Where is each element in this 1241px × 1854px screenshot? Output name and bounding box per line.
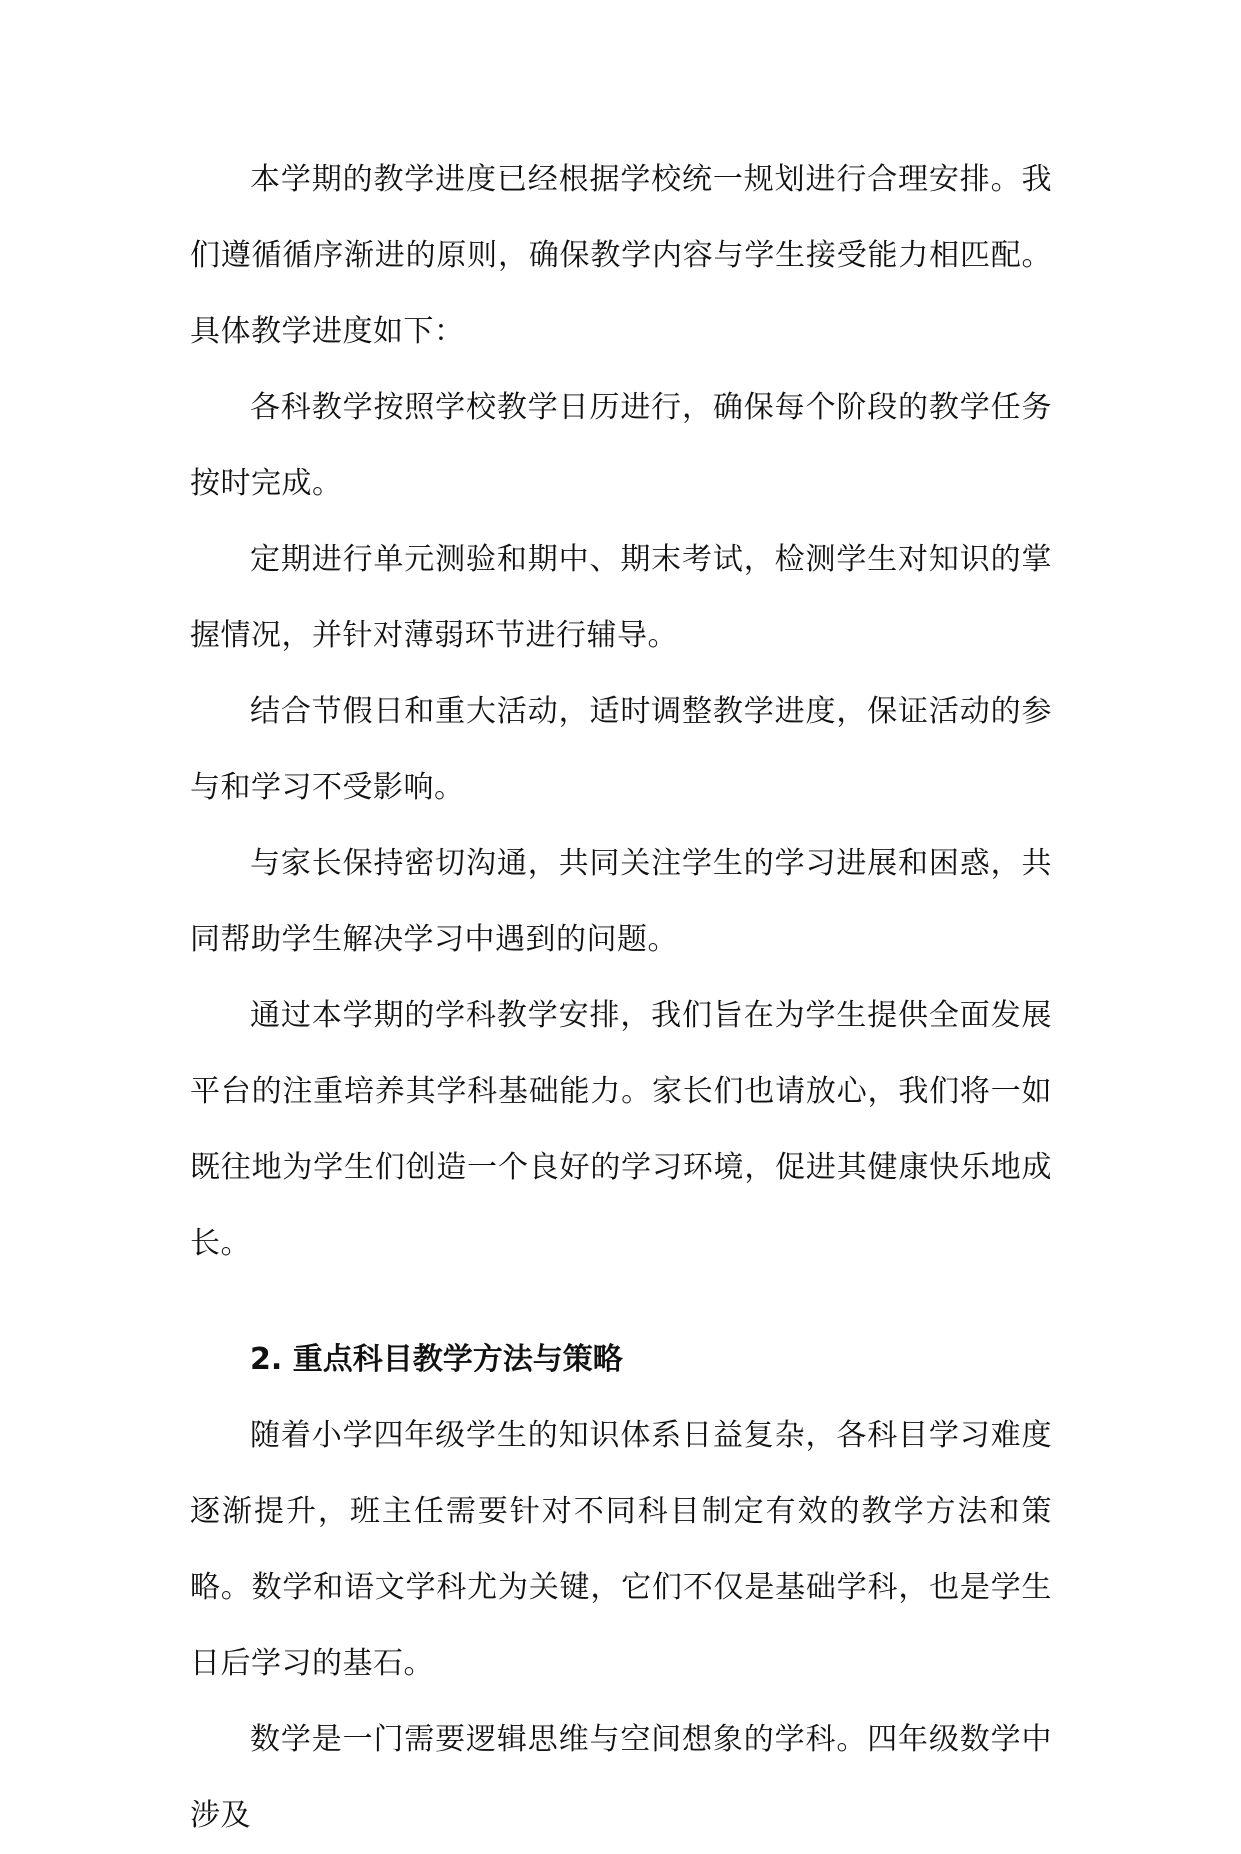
paragraph-math: 数学是一门需要逻辑思维与空间想象的学科。四年级数学中涉及 bbox=[190, 1722, 1052, 1833]
paragraph-summary: 通过本学期的学科教学安排，我们旨在为学生提供全面发展平台的注重培养其学科基础能力。家长们也请放心，我们将一如既往地为学生们创造一个良好的学习环境，促进其健康快乐地成长。 bbox=[190, 998, 1052, 1261]
section-heading: 2. 重点科目教学方法与策略 bbox=[250, 1342, 623, 1377]
document-page bbox=[190, 142, 1052, 1854]
paragraph-calendar: 各科教学按照学校教学日历进行，确保每个阶段的教学任务按时完成。 bbox=[190, 390, 1052, 501]
paragraph-teaching-progress: 本学期的教学进度已经根据学校统一规划进行合理安排。我们遵循循序渐进的原则，确保教学内容与学生接受能力相匹配。具体教学进度如下： bbox=[190, 162, 1052, 349]
paragraph-exams: 定期进行单元测验和期中、期末考试，检测学生对知识的掌握情况，并针对薄弱环节进行辅导。 bbox=[190, 542, 1052, 653]
paragraph-holidays: 结合节假日和重大活动，适时调整教学进度，保证活动的参与和学习不受影响。 bbox=[190, 694, 1052, 805]
paragraph-parents: 与家长保持密切沟通，共同关注学生的学习进展和困惑，共同帮助学生解决学习中遇到的问题。 bbox=[190, 846, 1052, 957]
paragraph-key-subjects: 随着小学四年级学生的知识体系日益复杂，各科目学习难度逐渐提升，班主任需要针对不同科目制定有效的教学方法和策略。数学和语文学科尤为关键，它们不仅是基础学科，也是学生日后学习的基石。 bbox=[190, 1418, 1052, 1681]
